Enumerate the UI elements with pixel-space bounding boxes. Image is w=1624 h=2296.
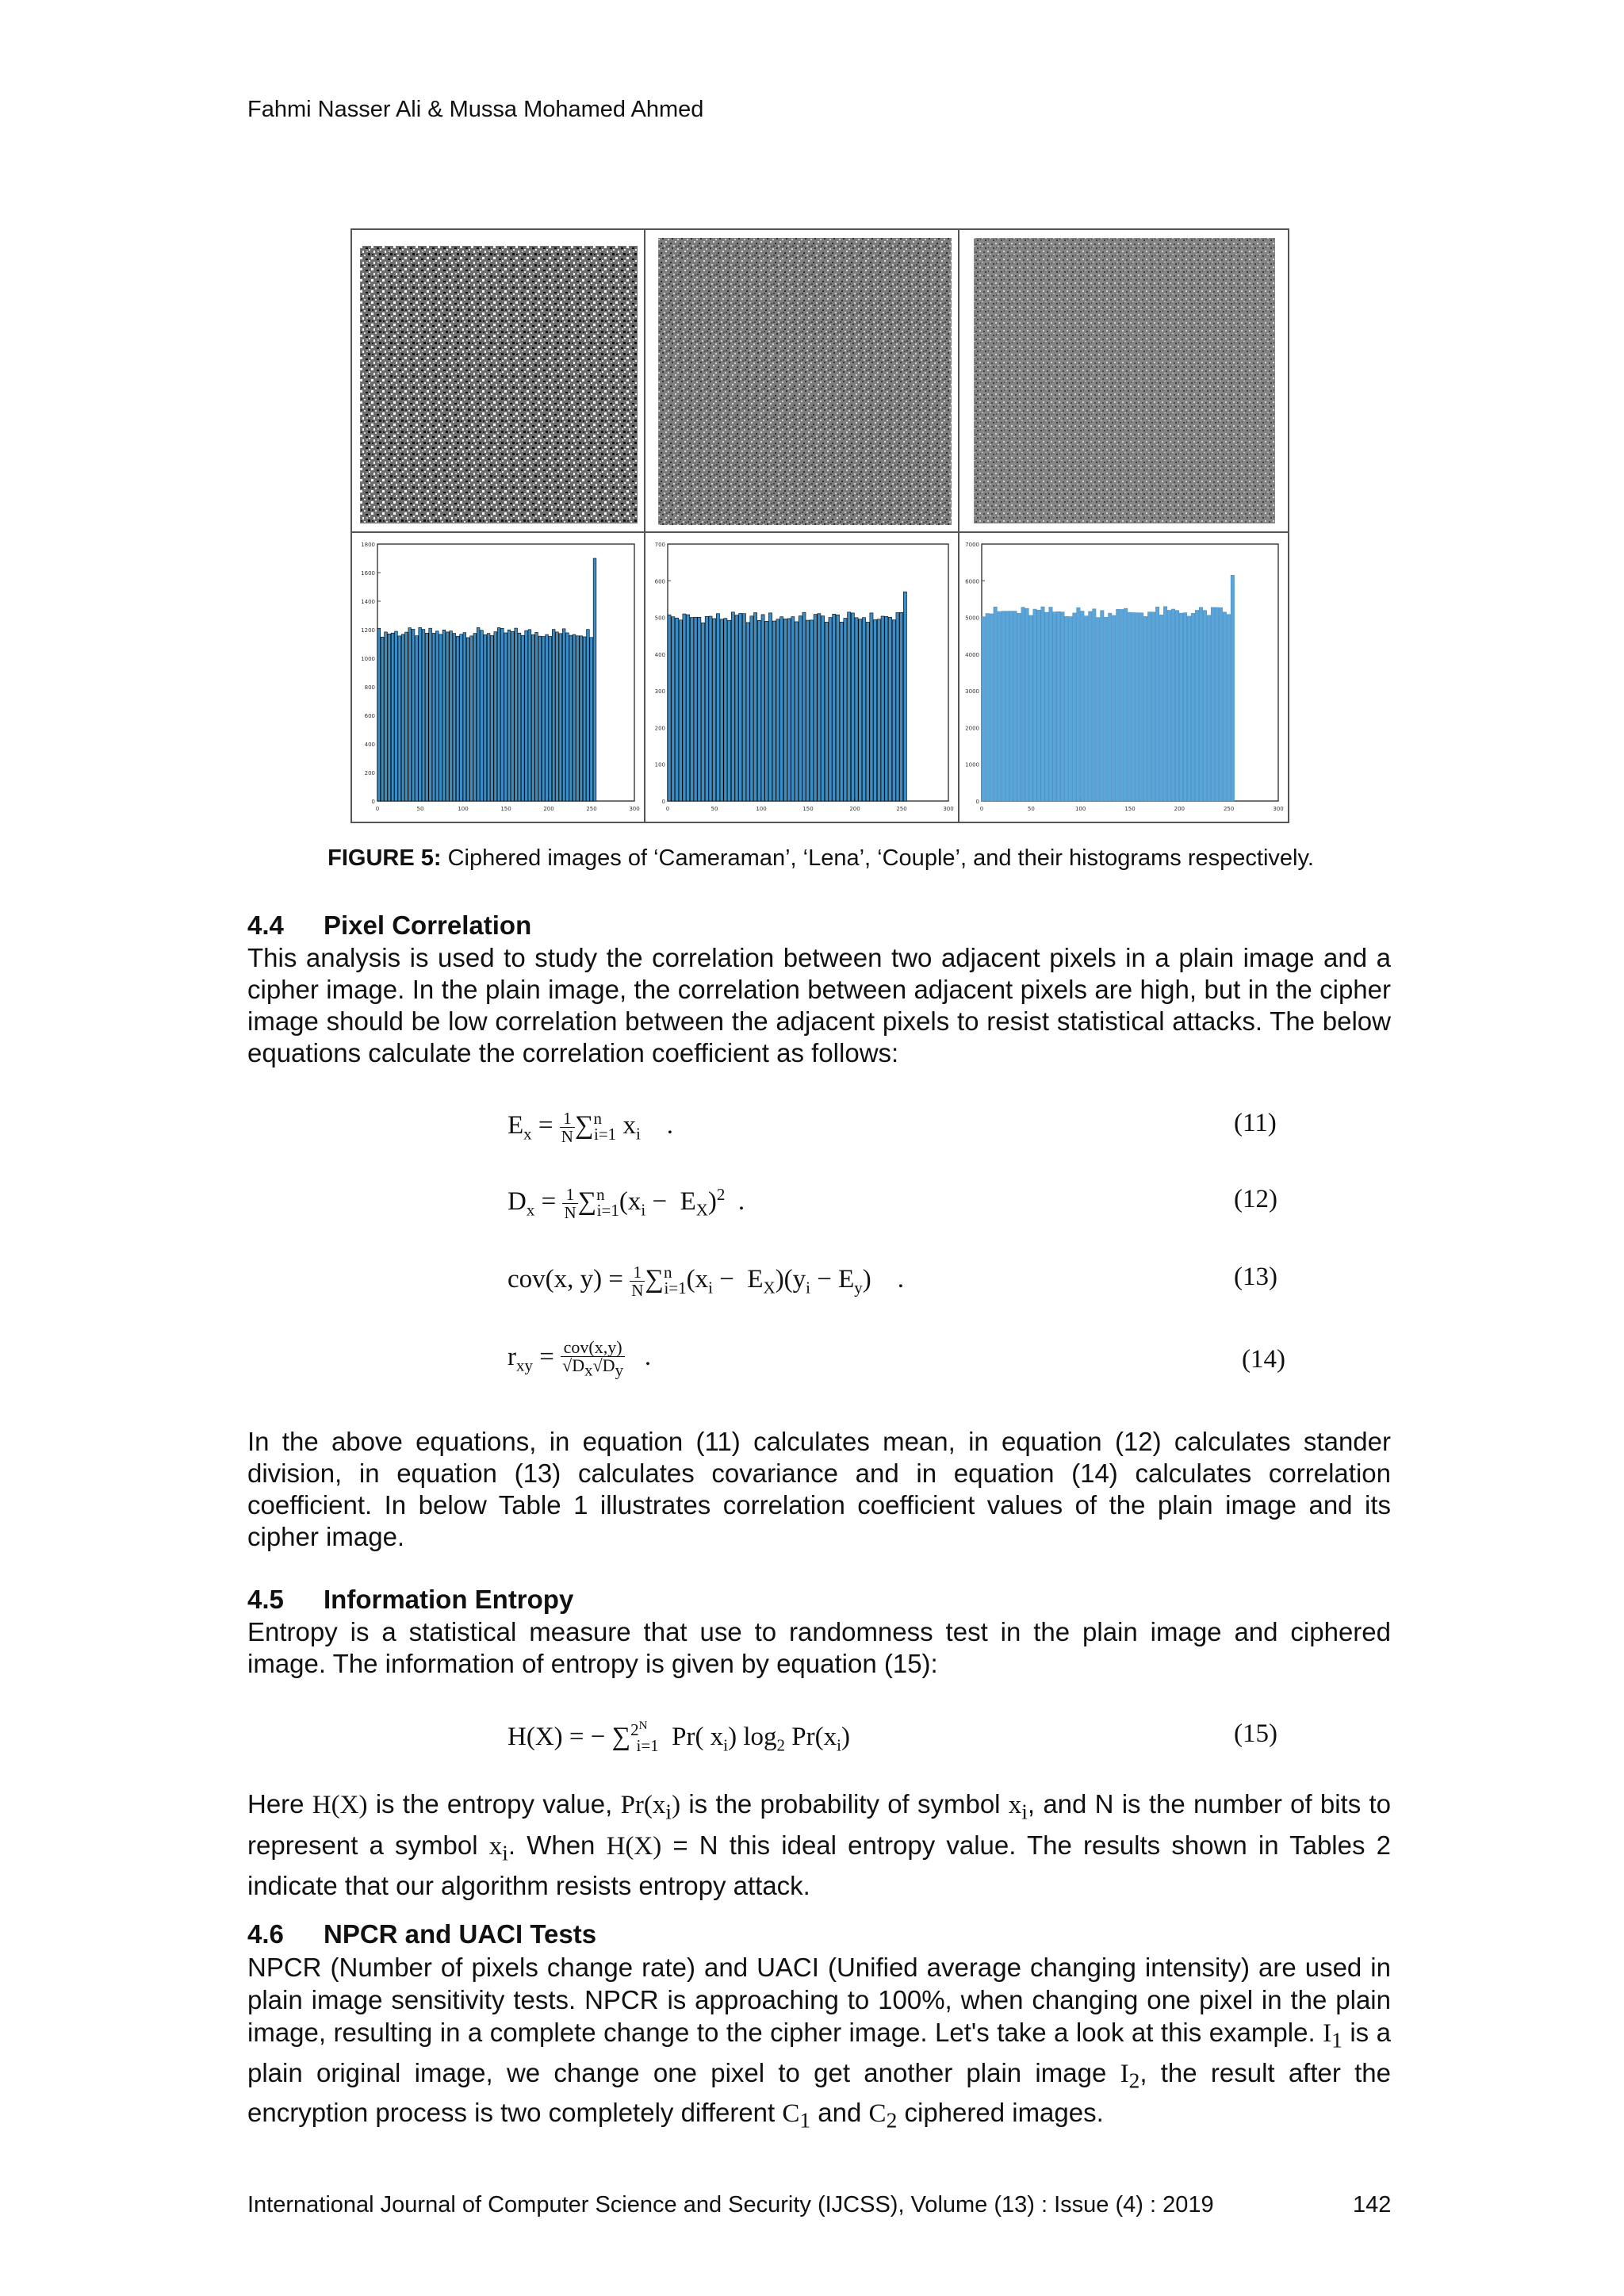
histogram-bar bbox=[829, 618, 832, 801]
histogram-bar bbox=[783, 619, 787, 801]
histogram-bar bbox=[855, 618, 858, 801]
x-tick-label: 150 bbox=[802, 806, 814, 812]
y-tick-label: 4000 bbox=[965, 651, 979, 658]
x-tick-label: 200 bbox=[849, 806, 860, 812]
histogram-bar bbox=[1093, 609, 1096, 801]
histogram-bar bbox=[1163, 607, 1166, 801]
histogram-bar bbox=[401, 634, 404, 801]
y-tick-label: 6000 bbox=[965, 578, 979, 585]
histogram-bar bbox=[1139, 613, 1143, 801]
histogram-bar bbox=[885, 616, 888, 801]
histogram-bar bbox=[580, 636, 583, 801]
histogram-bar bbox=[593, 558, 596, 801]
histogram-bar bbox=[494, 632, 497, 801]
histogram-bar bbox=[724, 619, 727, 801]
histogram-bar bbox=[1105, 617, 1108, 801]
histogram-bar bbox=[1017, 613, 1021, 801]
histogram-bar bbox=[466, 638, 469, 801]
histogram-bar bbox=[377, 628, 381, 801]
histogram-bar bbox=[1155, 607, 1159, 801]
histogram-bar bbox=[1171, 609, 1174, 801]
histogram-bar bbox=[672, 617, 675, 801]
histogram-bar bbox=[840, 622, 843, 801]
x-tick-label: 0 bbox=[665, 806, 670, 812]
histogram-bar bbox=[1191, 613, 1194, 801]
histogram-bar bbox=[1081, 611, 1084, 801]
histogram-bar bbox=[381, 637, 384, 801]
y-tick-label: 300 bbox=[654, 688, 665, 696]
y-tick-label: 3000 bbox=[965, 688, 979, 696]
histogram-bar bbox=[862, 618, 865, 801]
histogram-bar bbox=[851, 613, 854, 801]
noise-image-3 bbox=[974, 238, 1275, 523]
histogram-bar bbox=[576, 636, 580, 801]
histogram-bar bbox=[814, 615, 817, 801]
histogram-bar bbox=[713, 619, 716, 801]
histogram-bar bbox=[1041, 607, 1044, 801]
histogram-bar bbox=[388, 634, 391, 801]
histogram-bar bbox=[874, 619, 877, 801]
histogram-bar bbox=[1136, 613, 1139, 801]
couple-ciphered-image bbox=[974, 238, 1275, 523]
x-tick-label: 300 bbox=[1273, 806, 1284, 812]
histogram-bar bbox=[477, 627, 480, 801]
x-tick-label: 150 bbox=[1124, 806, 1136, 812]
histogram-bar bbox=[470, 636, 473, 801]
equation-number-12: (12) bbox=[1234, 1185, 1277, 1213]
histogram-bar bbox=[487, 634, 490, 801]
y-tick-label: 0 bbox=[661, 799, 665, 805]
y-tick-label: 700 bbox=[654, 542, 665, 548]
histogram-cameraman bbox=[358, 538, 641, 818]
histogram-bar bbox=[1097, 618, 1100, 801]
histogram-bar bbox=[442, 630, 446, 801]
histogram-bar bbox=[1065, 616, 1068, 801]
histogram-bar bbox=[810, 620, 813, 801]
y-tick-label: 1000 bbox=[361, 656, 375, 662]
histogram-bar bbox=[538, 636, 542, 801]
y-tick-label: 1000 bbox=[965, 761, 979, 769]
histogram-bar bbox=[866, 622, 869, 801]
histogram-bar bbox=[1231, 575, 1234, 801]
histogram-bar bbox=[569, 635, 573, 801]
histogram-bar bbox=[1211, 608, 1214, 801]
histogram-bar bbox=[1085, 616, 1088, 801]
x-tick-label: 250 bbox=[586, 806, 597, 812]
histogram-bar bbox=[419, 627, 422, 801]
y-tick-label: 600 bbox=[364, 713, 375, 719]
histogram-bar bbox=[1159, 615, 1162, 801]
section-heading-4-6: 4.6 NPCR and UACI Tests bbox=[247, 1919, 597, 1949]
paragraph-equation-explanation: In the above equations, in equation (11) calculates mean, in equation (12) calculates stander division, in equation (13) calculates covariance and in equation (14) calculates correlation coefficient. In below Table 1 illustrates correlation coefficient values of the plain image and its cipher image. bbox=[247, 1427, 1391, 1551]
histogram-bar bbox=[1009, 611, 1013, 801]
equation-11: $E_x$ = $\frac{1}{N}$ ∑$^n_{i=1}$ $x_i$ . bbox=[508, 1108, 674, 1146]
histogram-lena bbox=[649, 538, 955, 818]
noise-image-1 bbox=[360, 246, 638, 523]
y-tick-label: 0 bbox=[371, 799, 375, 805]
histogram-bar bbox=[1113, 615, 1116, 801]
histogram-bar bbox=[590, 638, 593, 801]
histogram-bar bbox=[802, 612, 806, 801]
histogram-bar bbox=[716, 614, 719, 801]
y-tick-label: 200 bbox=[364, 770, 375, 776]
histogram-bar bbox=[566, 633, 569, 801]
lena-ciphered-image bbox=[658, 238, 952, 525]
histogram-bar bbox=[795, 622, 798, 801]
equation-number-13: (13) bbox=[1234, 1263, 1277, 1291]
x-tick-label: 250 bbox=[1223, 806, 1235, 812]
histogram-bar bbox=[504, 633, 508, 801]
histogram-bar bbox=[515, 628, 518, 801]
y-tick-label: 2000 bbox=[965, 725, 979, 732]
histogram-bar bbox=[1021, 608, 1025, 801]
histogram-bar bbox=[456, 636, 459, 801]
histogram-bar bbox=[859, 619, 862, 801]
histogram-bar bbox=[825, 622, 828, 801]
histogram-bar bbox=[739, 613, 742, 801]
histogram-bar bbox=[780, 617, 783, 801]
histogram-bar bbox=[395, 631, 398, 801]
histogram-bar bbox=[1057, 611, 1060, 801]
histogram-bar bbox=[525, 631, 528, 801]
histogram-bar bbox=[473, 634, 477, 801]
equation-13: cov(x, y) = $\frac{1}{N}$ $\sum^n_{i=1}(x_i - E_X)(y_i - E_y)$ . bbox=[508, 1262, 905, 1300]
histogram-bar bbox=[1061, 612, 1064, 801]
x-tick-label: 150 bbox=[500, 806, 511, 812]
equation-14: $r_{xy}$ = $\frac{\text{cov(x,y)}}{√D_x√D_y}$ . bbox=[508, 1337, 652, 1380]
histogram-bar bbox=[982, 617, 985, 801]
histogram-bar bbox=[768, 613, 772, 801]
histogram-bar bbox=[1195, 611, 1198, 801]
histogram-bar bbox=[460, 634, 463, 801]
paragraph-pixel-correlation: This analysis is used to study the correlation between two adjacent pixels in a plain image and a cipher image. In the plain image, the correlation between adjacent pixels are high, but in the cipher image should be low correlation between the adjacent pixels to resist statistical attacks. The below equations calculate the correlation coefficient as follows: bbox=[247, 943, 1391, 1068]
histogram-bar bbox=[765, 621, 768, 801]
histogram-bar bbox=[1109, 613, 1112, 801]
histogram-couple bbox=[963, 538, 1285, 818]
histogram-bar bbox=[587, 630, 590, 801]
histogram-bar bbox=[1033, 609, 1036, 801]
histogram-bar bbox=[1053, 612, 1056, 801]
histogram-bar bbox=[1069, 617, 1072, 801]
histogram-bar bbox=[1120, 609, 1124, 801]
histogram-bar bbox=[990, 614, 993, 801]
running-head: Fahmi Nasser Ali & Mussa Mohamed Ahmed bbox=[247, 97, 704, 122]
x-tick-label: 250 bbox=[896, 806, 907, 812]
histogram-bar bbox=[559, 634, 562, 801]
histogram-bar bbox=[754, 613, 757, 801]
cameraman-ciphered-image bbox=[360, 246, 638, 523]
histogram-bar bbox=[892, 620, 895, 801]
histogram-bar bbox=[416, 636, 419, 801]
histogram-bar bbox=[731, 612, 734, 801]
histogram-bar bbox=[1049, 608, 1052, 801]
histogram-bar bbox=[998, 611, 1001, 801]
x-tick-label: 50 bbox=[710, 806, 718, 812]
histogram-bar bbox=[787, 619, 791, 801]
histogram-bar bbox=[521, 635, 524, 801]
noise-image-2 bbox=[658, 238, 952, 525]
histogram-bar bbox=[687, 615, 690, 801]
histogram-bar bbox=[1147, 612, 1151, 801]
histogram-bar bbox=[511, 631, 514, 801]
histogram-bar bbox=[888, 617, 891, 801]
histogram-bar bbox=[728, 620, 731, 801]
histogram-bar bbox=[412, 630, 415, 801]
histogram-bar bbox=[698, 617, 701, 801]
histogram-bar bbox=[1175, 611, 1178, 801]
histogram-bar bbox=[518, 633, 521, 801]
histogram-bar bbox=[1203, 611, 1206, 801]
histogram-bar bbox=[481, 631, 484, 801]
histogram-bar bbox=[900, 612, 903, 801]
histogram-bar bbox=[757, 620, 760, 801]
histogram-bar bbox=[1037, 610, 1040, 801]
histogram-bar bbox=[1223, 612, 1226, 801]
histogram-bar bbox=[675, 618, 678, 801]
y-tick-label: 200 bbox=[654, 725, 665, 732]
histogram-bar bbox=[776, 619, 779, 801]
x-tick-label: 200 bbox=[1174, 806, 1185, 812]
histogram-bar bbox=[432, 633, 435, 801]
histogram-bar bbox=[1187, 616, 1190, 801]
histogram-bar bbox=[573, 634, 576, 801]
histogram-bar bbox=[425, 633, 428, 801]
histogram-bar bbox=[1207, 615, 1210, 801]
equation-number-15: (15) bbox=[1234, 1719, 1277, 1748]
histogram-bar bbox=[720, 619, 723, 801]
histogram-bar bbox=[750, 616, 753, 801]
histogram-bar bbox=[1179, 613, 1182, 801]
y-tick-label: 600 bbox=[654, 578, 665, 585]
histogram-bar bbox=[881, 616, 884, 801]
equation-number-14: (14) bbox=[1242, 1345, 1285, 1374]
section-heading-4-4: 4.4 Pixel Correlation bbox=[247, 910, 532, 940]
x-tick-label: 300 bbox=[943, 806, 954, 812]
histogram-bar bbox=[1002, 611, 1005, 801]
histogram-bar bbox=[429, 628, 432, 801]
histogram-bar bbox=[844, 618, 847, 801]
equation-15: H(X) = − ∑$^{2^N}_{i=1}$ Pr( $x_i$) $\log_2 Pr(x_i)$ bbox=[508, 1719, 850, 1755]
histogram-bar bbox=[1215, 608, 1218, 801]
y-tick-label: 0 bbox=[975, 799, 979, 805]
paragraph-entropy-explanation: Here H(X) is the entropy value, $Pr(x_i)$ is the probability of symbol $x_i$, and N is the number of bits to represent a symbol $x_i$. When H(X) = N this ideal entropy value. The results shown in Tables 2 indicate that our algorithm resists entropy attack. bbox=[247, 1789, 1391, 1901]
histogram-bar bbox=[806, 620, 810, 801]
figure-caption: FIGURE 5: Ciphered images of ‘Cameraman’, ‘Lena’, ‘Couple’, and their histograms respectively. bbox=[327, 845, 1314, 871]
histogram-bar bbox=[791, 617, 795, 801]
equation-12: $D_x$ = $\frac{1}{N}$ $\sum^n_{i=1}(x_i - E_X)^2$ . bbox=[508, 1184, 745, 1222]
histogram-bar bbox=[1219, 608, 1222, 801]
x-tick-label: 300 bbox=[629, 806, 640, 812]
histogram-bar bbox=[549, 636, 552, 801]
histogram-bar bbox=[497, 627, 500, 801]
histogram-bar bbox=[398, 636, 401, 801]
histogram-bar bbox=[833, 614, 836, 801]
histogram-bar bbox=[746, 623, 749, 801]
y-tick-label: 1800 bbox=[361, 542, 375, 548]
x-tick-label: 100 bbox=[756, 806, 767, 812]
paragraph-entropy-intro: Entropy is a statistical measure that use to randomness test in the plain image and ciphered image. The information of entropy is given by equation (15): bbox=[247, 1617, 1391, 1678]
figure-5 bbox=[350, 228, 1289, 823]
histogram-bar bbox=[484, 634, 487, 801]
histogram-bar bbox=[848, 612, 851, 801]
histogram-bar bbox=[385, 632, 388, 801]
x-tick-label: 100 bbox=[458, 806, 469, 812]
histogram-bar bbox=[822, 616, 825, 801]
histogram-bar bbox=[453, 634, 456, 801]
x-tick-label: 50 bbox=[416, 806, 424, 812]
histogram-bar bbox=[528, 630, 531, 801]
histogram-bar bbox=[694, 617, 697, 801]
histogram-bar bbox=[1227, 615, 1230, 801]
histogram-bar bbox=[435, 631, 439, 801]
histogram-bar bbox=[1077, 608, 1080, 801]
y-tick-label: 800 bbox=[364, 684, 375, 691]
x-tick-label: 200 bbox=[543, 806, 554, 812]
histogram-bar bbox=[1025, 608, 1028, 801]
histogram-bar bbox=[1005, 611, 1009, 801]
histogram-bar bbox=[1183, 613, 1186, 801]
x-tick-label: 50 bbox=[1027, 806, 1035, 812]
y-tick-label: 7000 bbox=[965, 542, 979, 548]
section-heading-4-5: 4.5 Information Entropy bbox=[247, 1585, 574, 1614]
x-tick-label: 100 bbox=[1074, 806, 1086, 812]
histogram-bar bbox=[690, 618, 693, 801]
histogram-bar bbox=[450, 631, 453, 801]
histogram-bar bbox=[1045, 612, 1048, 801]
histogram-bar bbox=[896, 612, 899, 801]
y-tick-label: 1200 bbox=[361, 627, 375, 634]
histogram-bar bbox=[552, 630, 555, 801]
histogram-bar bbox=[531, 634, 534, 801]
histogram-bar bbox=[1128, 612, 1132, 801]
histogram-bar bbox=[818, 614, 821, 801]
y-tick-label: 400 bbox=[364, 742, 375, 748]
histogram-bar bbox=[683, 614, 686, 801]
histogram-bar bbox=[491, 635, 494, 801]
histogram-bar bbox=[501, 628, 504, 801]
histogram-bar bbox=[1029, 615, 1032, 801]
histogram-bar bbox=[463, 633, 466, 801]
histogram-bar bbox=[546, 634, 549, 801]
histogram-bar bbox=[772, 621, 776, 801]
histogram-bar bbox=[709, 616, 712, 801]
histogram-bar bbox=[705, 616, 708, 801]
y-tick-label: 500 bbox=[654, 615, 665, 622]
histogram-bar bbox=[1089, 611, 1092, 801]
histogram-bar bbox=[1199, 608, 1202, 801]
x-tick-label: 0 bbox=[375, 806, 380, 812]
histogram-bar bbox=[583, 637, 586, 801]
y-tick-label: 5000 bbox=[965, 615, 979, 622]
histogram-bar bbox=[994, 607, 997, 801]
y-tick-label: 400 bbox=[654, 651, 665, 658]
histogram-bar bbox=[1167, 610, 1170, 801]
histogram-bar bbox=[405, 632, 408, 801]
histogram-bar bbox=[903, 592, 906, 801]
paragraph-npcr-uaci: NPCR (Number of pixels change rate) and UACI (Unified average changing intensity) are used in plain image sensitivity tests. NPCR is approaching to 100%, when changing one pixel in the plain image, resulting in a complete change to the cipher image. Let's take a look at this example. $I_1$ is a plain original image, we change one pixel to get another plain image $I_2$, the result after the encryption process is two completely different $C_1$ and $C_2$ ciphered images. bbox=[247, 1953, 1391, 2133]
histogram-bar bbox=[1116, 609, 1120, 801]
histogram-bar bbox=[742, 614, 745, 801]
histogram-bar bbox=[422, 630, 425, 801]
histogram-bar bbox=[1073, 613, 1076, 801]
histogram-bar bbox=[562, 629, 565, 801]
histogram-bar bbox=[761, 615, 764, 801]
histogram-bar bbox=[542, 637, 545, 801]
histogram-bar bbox=[701, 623, 704, 801]
histogram-bar bbox=[870, 613, 873, 801]
histogram-bar bbox=[799, 616, 802, 801]
histogram-bar bbox=[1132, 613, 1135, 801]
histogram-bar bbox=[446, 632, 449, 801]
histogram-bar bbox=[556, 632, 559, 801]
y-tick-label: 1600 bbox=[361, 570, 375, 577]
histogram-bar bbox=[1101, 611, 1104, 801]
histogram-bar bbox=[439, 634, 442, 801]
histogram-bar bbox=[836, 615, 839, 801]
histogram-bar bbox=[735, 615, 738, 801]
histogram-bar bbox=[679, 620, 682, 801]
histogram-bar bbox=[1013, 611, 1017, 801]
histogram-bar bbox=[668, 615, 671, 801]
histogram-bar bbox=[986, 614, 989, 801]
x-tick-label: 0 bbox=[979, 806, 984, 812]
y-tick-label: 100 bbox=[654, 761, 665, 769]
y-tick-label: 1400 bbox=[361, 599, 375, 605]
page-number: 142 bbox=[1353, 2192, 1392, 2217]
histogram-bar bbox=[1124, 608, 1128, 801]
histogram-bar bbox=[391, 633, 394, 801]
histogram-bar bbox=[535, 632, 538, 801]
histogram-bar bbox=[508, 630, 511, 801]
histogram-bar bbox=[408, 628, 412, 801]
histogram-bar bbox=[1151, 612, 1155, 801]
footer-journal: International Journal of Computer Science and Security (IJCSS), Volume (13) : Issue (4) : 2019 bbox=[247, 2192, 1214, 2217]
equation-number-11: (11) bbox=[1234, 1109, 1277, 1137]
histogram-bar bbox=[1143, 616, 1147, 801]
histogram-bar bbox=[877, 619, 880, 801]
